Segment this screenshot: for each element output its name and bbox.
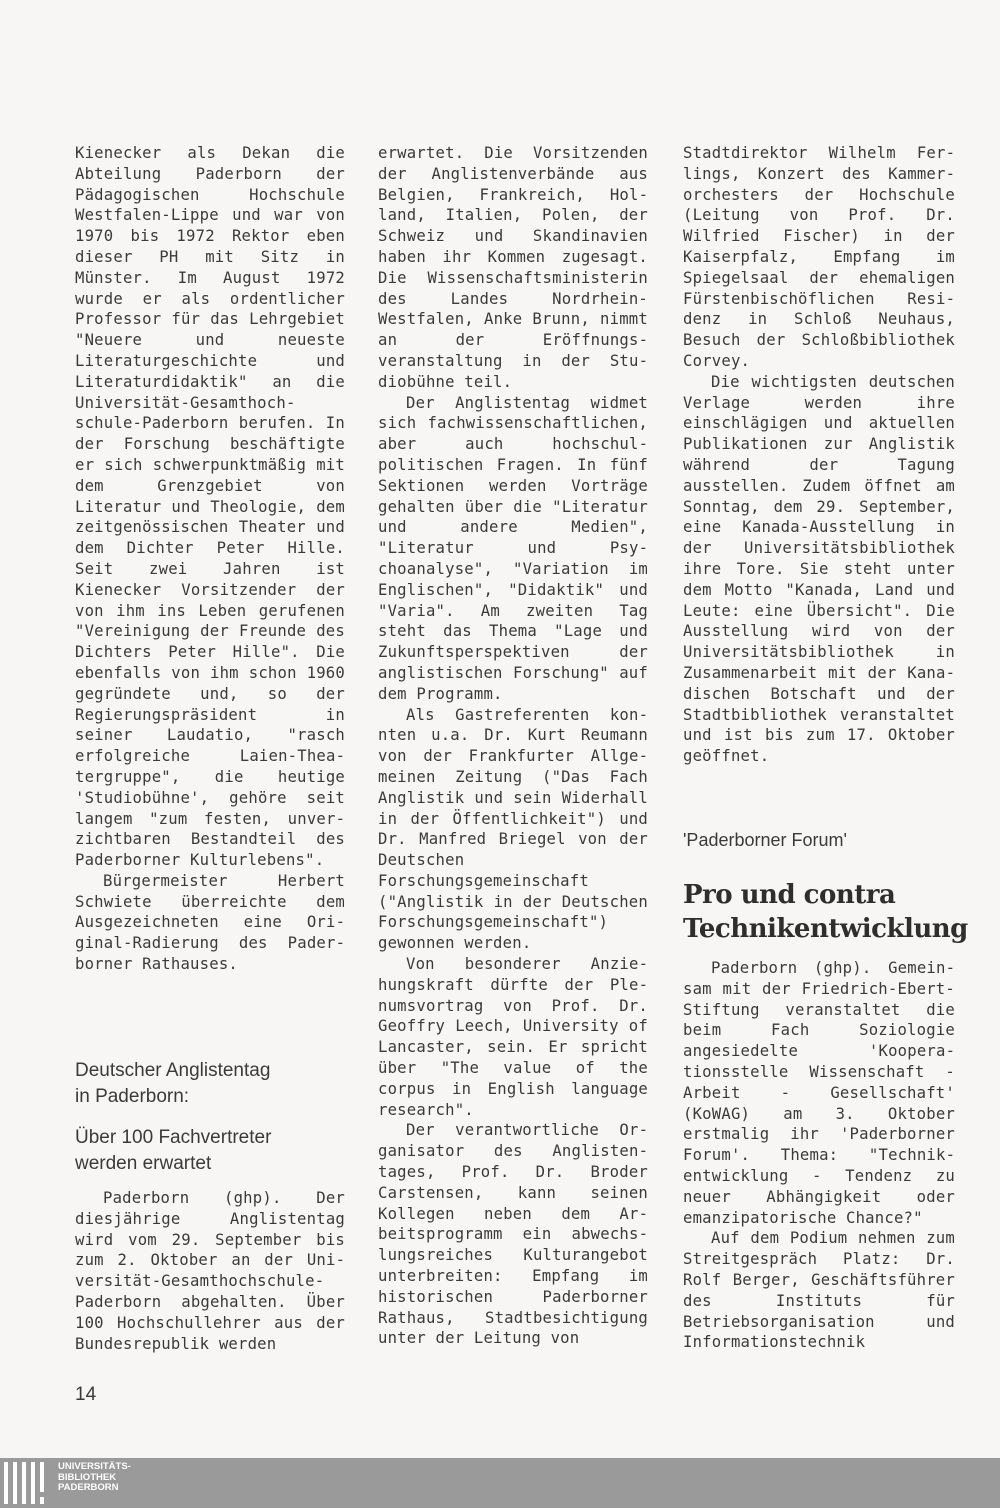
library-logo-icon <box>4 1462 52 1504</box>
paragraph: Von besonderer Anziehungskraft dürfte der Plenumsvortrag von Prof. Dr. Geoffry Leech, University of Lancaster, sein. Er spricht über "The value of the corpus in English language research". <box>378 955 648 1119</box>
library-name: UNIVERSITÄTS- BIBLIOTHEK PADERBORN <box>58 1461 131 1493</box>
library-footer-bar <box>0 1458 1000 1508</box>
article-heading: Deutscher Anglistentag in Paderborn: <box>75 1060 271 1107</box>
paragraph: Der Anglistentag widmet sich fachwissenschaftlichen, aber auch hochschulpolitischen Fragen. In fünf Sektionen werden Vorträge gehalten über die "Literatur und andere Medien", "Literatur und Psychoanalyse", "Variation im Englischen", "Didaktik" und "Varia". Am zweiten Tag steht das Thema "Lage und Zukunftsperspektiven der anglistischen Forschung" auf dem Programm. <box>378 393 648 703</box>
paragraph: Stadtdirektor Wilhelm Ferlings, Konzert des Kammerorchesters der Hochschule (Leitung von Prof. Dr. Wilfried Fischer) in der Kaiserpfalz, Empfang im Spiegelsaal der ehemaligen Fürstenbischöflichen Residenz in Schloß Neuhaus, Besuch der Schloßbibliothek Corvey. <box>683 144 955 370</box>
paragraph: Als Gastreferenten konnten u.a. Dr. Kurt Reumann von der Frankfurter Allgemeinen Zeitung ("Das Fach Anglistik und sein Widerhall in der Öffentlichkeit") und Dr. Manfred Briegel von der Deutschen Forschungsgemeinschaft ("Anglistik in der Deutschen Forschungsgemeinschaft") gewonnen werden. <box>378 705 648 953</box>
paragraph: Der verantwortliche Organisator des Anglistentages, Prof. Dr. Broder Carstensen, kann seinen Kollegen neben dem Arbeitsprogramm ein abwechslungsreiches Kulturangebot unterbreiten: Empfang im historischen Paderborner Rathaus, Stadtbesichtigung unter der Leitung von <box>378 1121 648 1348</box>
article-anglistentag-lead <box>75 1188 345 1354</box>
article-anglistentag-column-2 <box>378 143 648 1349</box>
page-number: 14 <box>75 1384 97 1405</box>
article-headline: Pro und contra Technikentwicklung <box>683 880 968 944</box>
article-kicker: 'Paderborner Forum' <box>683 830 847 850</box>
paragraph: Paderborn (ghp). Der diesjährige Anglistentag wird vom 29. September bis zum 2. Oktober an der Universität-Gesamthochschule-Paderborn abgehalten. Über 100 Hochschullehrer aus der Bundesrepublik werden <box>75 1189 345 1353</box>
paragraph: Paderborn (ghp). Gemeinsam mit der Friedrich-Ebert-Stiftung veranstaltet die beim Fach Soziologie angesiedelte 'Kooperationsstelle Wissenschaft - Arbeit - Gesellschaft' (KoWAG) am 3. Oktober erstmalig ihr 'Paderborner Forum'. Thema: "Technikentwicklung - Tendenz zu neuer Abhängigkeit oder emanzipatorische Chance?" <box>683 959 955 1227</box>
paragraph: Bürgermeister Herbert Schwiete überreichte dem Ausgezeichneten eine Original-Radierung des Paderborner Rathauses. <box>75 871 345 974</box>
paragraph: Kienecker als Dekan die Abteilung Paderborn der Pädagogischen Hochschule Westfalen-Lippe und war von 1970 bis 1972 Rektor eben dieser PH mit Sitz in Münster. Im August 1972 wurde er als ordentlicher Professor für das Lehrgebiet "Neuere und neueste Literaturgeschichte und Literaturdidaktik" an die Universität-Gesamthochschule-Paderborn berufen. In der Forschung beschäftigte er sich schwerpunktmäßig mit dem Grenzgebiet von Literatur und Theologie, dem zeitgenössischen Theater und dem Dichter Peter Hille. Seit zwei Jahren ist Kienecker Vorsitzender der von ihm ins Leben gerufenen "Vereinigung der Freunde des Dichters Peter Hille". Die ebenfalls von ihm schon 1960 gegründete und, so der Regierungspräsident in seiner Laudatio, "rasch erfolgreiche Laien-Theatergruppe", die heutige 'Studiobühne', gehöre seit langem "zum festen, unverzichtbaren Bestandteil des Paderborner Kulturlebens". <box>75 144 345 870</box>
article-subheading: Über 100 Fachvertreter werden erwartet <box>75 1127 272 1174</box>
article-forum-body <box>683 958 955 1353</box>
paragraph: Auf dem Podium nehmen zum Streitgespräch Platz: Dr. Rolf Berger, Geschäftsführer des Instituts für Betriebsorganisation und Informationstechnik <box>683 1229 955 1352</box>
article-kienecker-column <box>75 143 345 975</box>
article-anglistentag-column-3 <box>683 143 955 767</box>
paragraph: erwartet. Die Vorsitzenden der Anglistenverbände aus Belgien, Frankreich, Holland, Italien, Polen, der Schweiz und Skandinavien haben ihr Kommen zugesagt. Die Wissenschaftsministerin des Landes Nordrhein-Westfalen, Anke Brunn, nimmt an der Eröffnungsveranstaltung in der Studiobühne teil. <box>378 144 648 391</box>
paragraph: Die wichtigsten deutschen Verlage werden ihre einschlägigen und aktuellen Publikationen zur Anglistik während der Tagung ausstellen. Zudem öffnet am Sonntag, dem 29. September, eine Kanada-Ausstellung in der Universitätsbibliothek ihre Tore. Sie steht unter dem Motto "Kanada, Land und Leute: eine Übersicht". Die Ausstellung wird von der Universitätsbibliothek in Zusammenarbeit mit der Kanadischen Botschaft und der Stadtbibliothek veranstaltet und ist bis zum 17. Oktober geöffnet. <box>683 372 955 766</box>
